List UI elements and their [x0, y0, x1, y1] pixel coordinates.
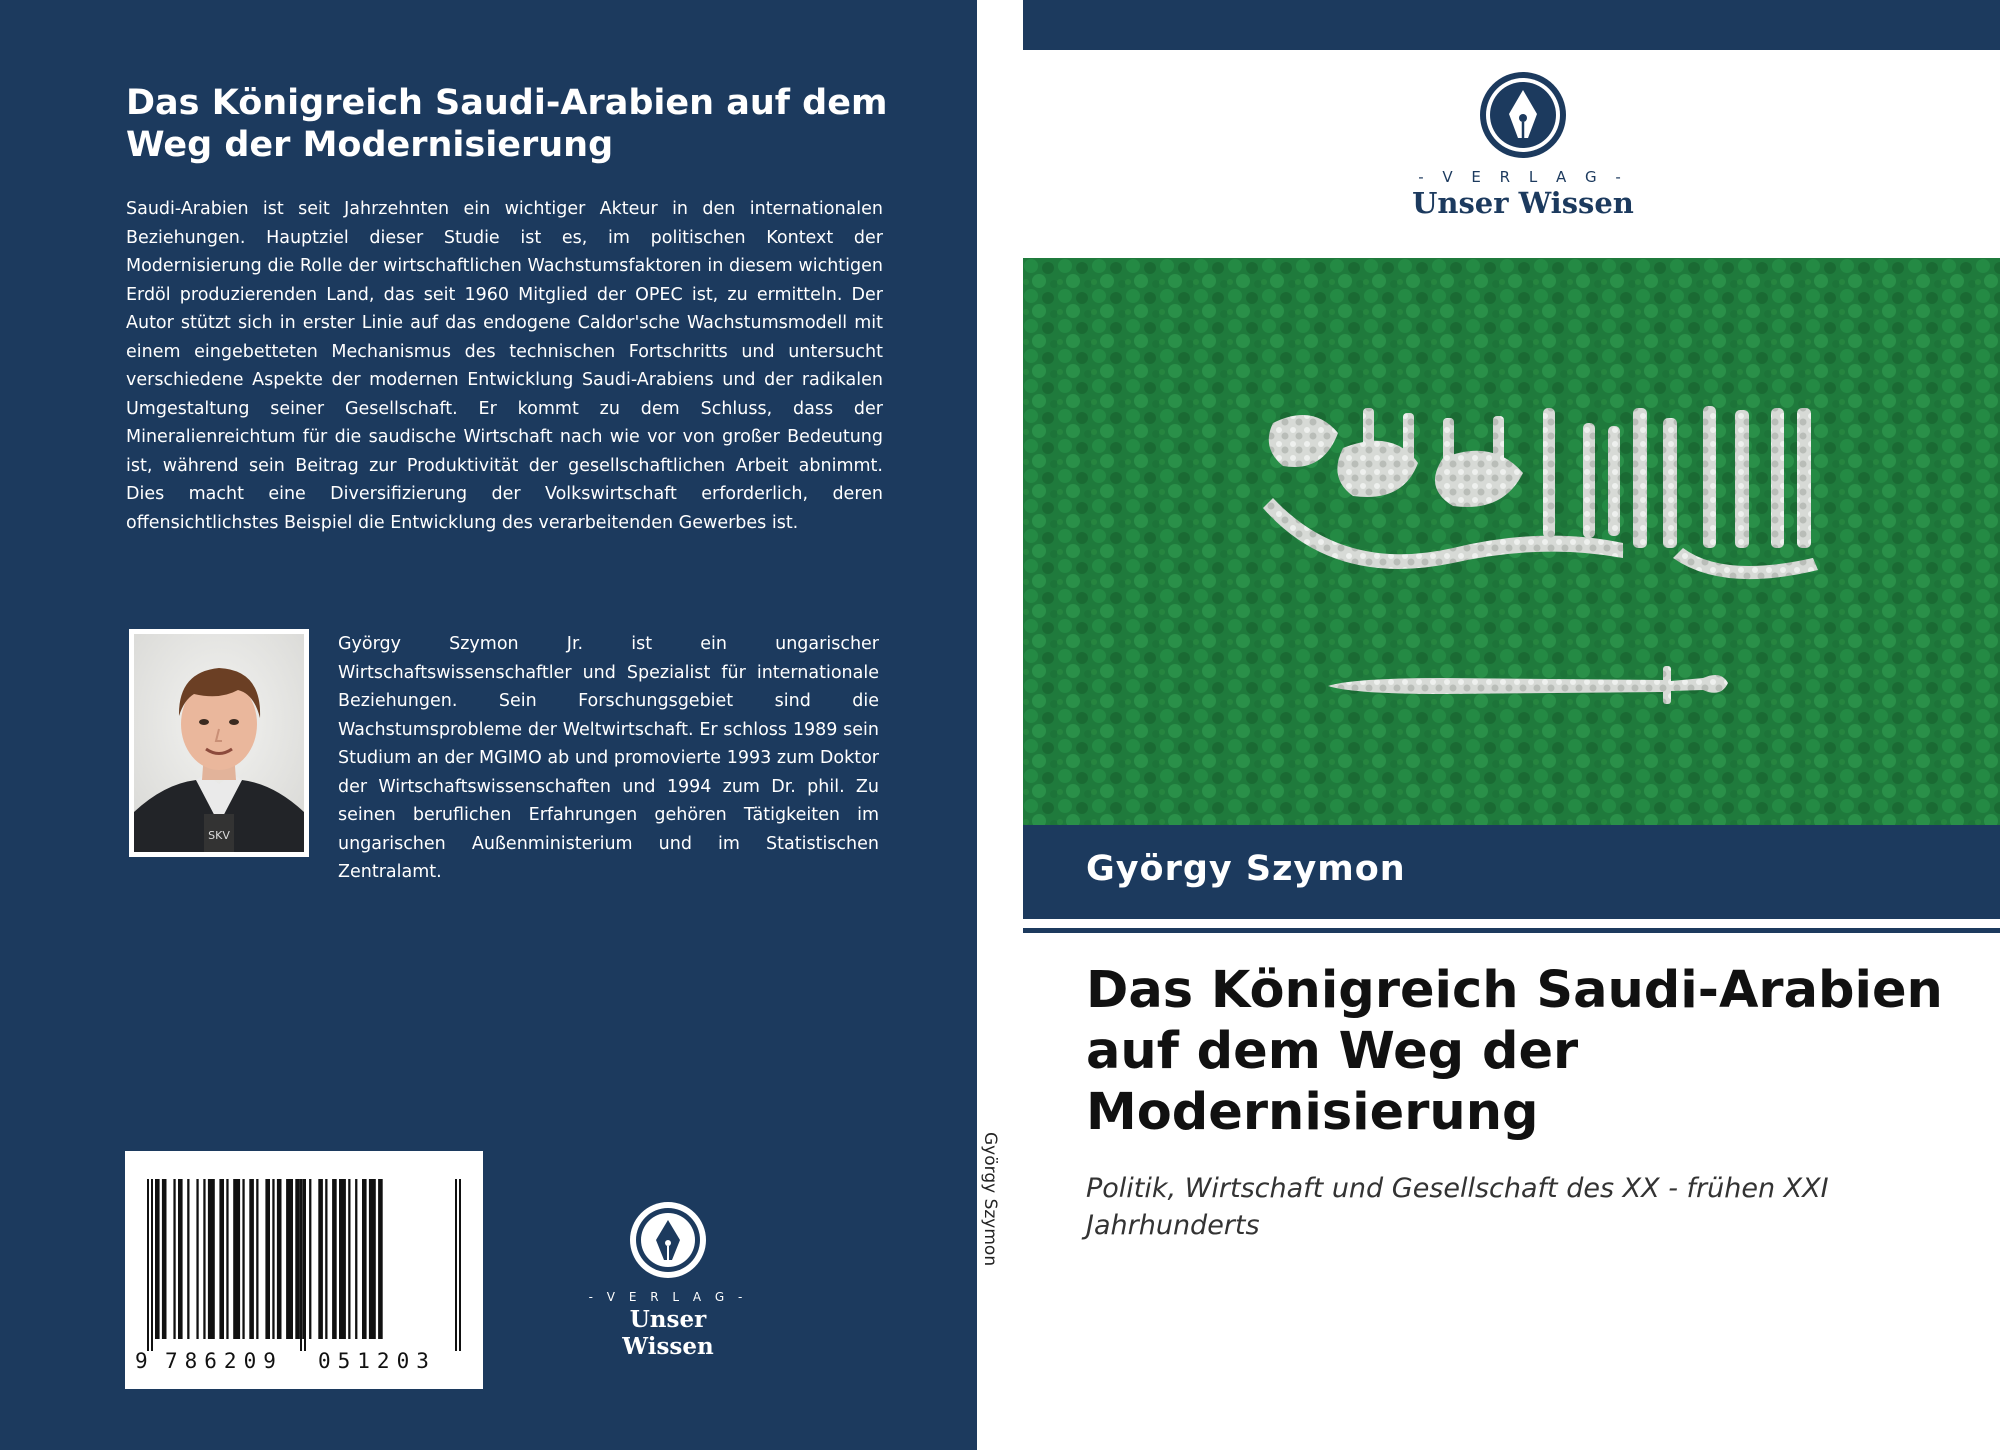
publisher-verlag-label-back: - V E R L A G -	[588, 1290, 748, 1304]
barcode-digit-group-1: 9	[135, 1349, 148, 1373]
divider	[1023, 928, 2000, 933]
barcode-digits	[125, 1349, 483, 1377]
fountain-pen-nib-icon	[628, 1200, 708, 1280]
back-cover	[0, 0, 977, 1450]
saudi-arabia-flag	[1023, 258, 2000, 825]
back-cover-title: Das Königreich Saudi-Arabien auf dem Weg der Modernisierung	[126, 83, 888, 165]
front-author-name: György Szymon	[1086, 849, 1406, 889]
front-cover-subtitle: Politik, Wirtschaft und Gesellschaft des XX - frühen XXI Jahrhunderts	[1086, 1173, 1829, 1241]
spine-author: György Szymon	[980, 1132, 1000, 1267]
author-bio: György Szymon Jr. ist ein ungarischer Wirtschaftswissenschaftler und Spezialist für internationale Beziehungen. Sein Forschungsgebiet sind die Wachstumsprobleme der Weltwirtschaft. Er schloss 1989 sein Studium an der MGIMO ab und promovierte 1993 zum Doktor der Wirtschaftswissenschaften und 1994 zum Dr. phil. Zu seinen beruflichen Erfahrungen gehören Tätigkeiten im ungarischen Außenministerium und im Statistischen Zentralamt.	[338, 634, 879, 882]
fountain-pen-nib-icon	[1478, 70, 1568, 160]
author-band	[1023, 825, 2000, 919]
barcode-digit-group-3: 051203	[318, 1349, 436, 1373]
publisher-verlag-label-front: - V E R L A G -	[1418, 168, 1628, 186]
front-cover	[1023, 0, 2000, 1450]
publisher-logo-back	[583, 1200, 753, 1360]
isbn-barcode	[125, 1151, 483, 1389]
barcode-digit-group-2: 786209	[165, 1349, 283, 1373]
svg-text:SKV: SKV	[208, 829, 230, 842]
author-photo	[129, 629, 309, 857]
back-cover-description: Saudi-Arabien ist seit Jahrzehnten ein wichtiger Akteur in den internationalen Beziehungen. Hauptziel dieser Studie ist es, im politischen Kontext der Modernisierung die Rolle der wirtschaftlichen Wachstumsfaktoren in diesem wichtigen Erdöl produzierenden Land, das seit 1960 Mitglied der OPEC ist, zu ermitteln. Der Autor stützt sich in erster Linie auf das endogene Caldor'sche Wachstumsmodell mit einem eingebetteten Mechanismus des technischen Fortschritts und untersucht verschiedene Aspekte der modernen Entwicklung Saudi-Arabiens und der radikalen Umgestaltung seiner Gesellschaft. Er kommt zu dem Schluss, dass der Mineralienreichtum für die saudische Wirtschaft nach wie vor von großer Bedeutung ist, während sein Beitrag zur Produktivität der gesellschaftlichen Arbeit abnimmt. Dies macht eine Diversifizierung der Volkswirtschaft erforderlich, deren offensichtlichstes Beispiel die Entwicklung des verarbeitenden Gewerbes ist.	[126, 199, 883, 533]
publisher-logo-front	[1273, 70, 1773, 230]
front-cover-title: Das Königreich Saudi-Arabien auf dem Weg der Modernisierung	[1086, 961, 1943, 1142]
barcode-bars	[125, 1151, 483, 1351]
publisher-name-back: Unser Wissen	[622, 1306, 714, 1360]
publisher-name-front: Unser Wissen	[1412, 186, 1634, 220]
front-top-bar	[1023, 0, 2000, 50]
